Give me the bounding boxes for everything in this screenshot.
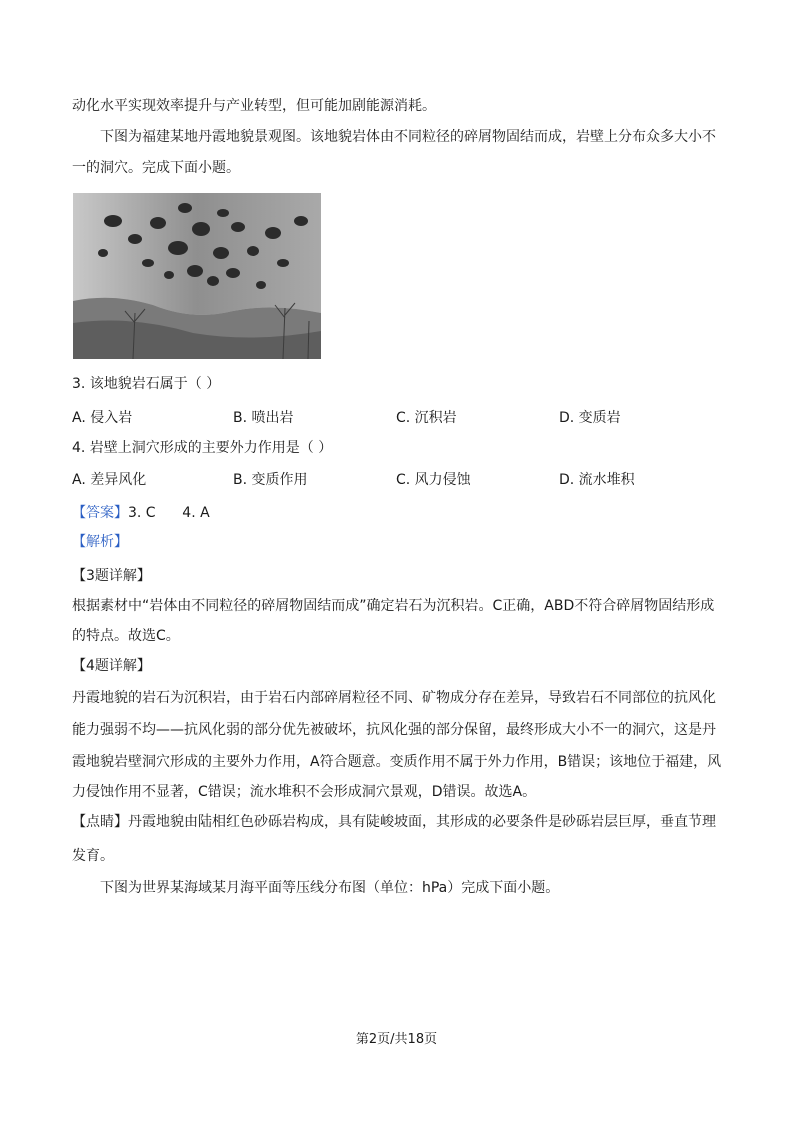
paragraph-line: 一的洞穴。完成下面小题。 <box>72 160 240 176</box>
answer-text: 3. C 4. A <box>128 505 210 521</box>
tip-line <box>72 812 716 832</box>
paragraph-line: 动化水平实现效率提升与产业转型，但可能加剧能源消耗。 <box>72 98 436 114</box>
detail-3-line: 的特点。故选C。 <box>72 628 180 644</box>
detail-4-line: 力侵蚀作用不显著，C错误；流水堆积不会形成洞穴景观，D错误。故选A。 <box>72 784 537 800</box>
detail-4-tag: 【4题详解】 <box>72 658 151 674</box>
detail-4-line: 丹霞地貌的岩石为沉积岩，由于岩石内部碎屑粒径不同、矿物成分存在差异，导致岩石不同部位的抗风化 <box>72 690 716 706</box>
danxia-landform-photo <box>73 193 321 359</box>
answer-tag: 【答案】 <box>72 505 128 521</box>
question-4: 4. 岩壁上洞穴形成的主要外力作用是（ ） <box>72 440 333 456</box>
detail-4-line: 能力强弱不均——抗风化弱的部分优先被破坏，抗风化强的部分保留，最终形成大小不一的洞穴，这是丹 <box>72 722 716 738</box>
tip-line: 发育。 <box>72 848 114 864</box>
q4-option-d: D. 流水堆积 <box>559 472 635 488</box>
detail-3-tag: 【3题详解】 <box>72 568 151 584</box>
q4-option-b: B. 变质作用 <box>233 472 308 488</box>
q3-option-b: B. 喷出岩 <box>233 410 294 426</box>
q3-option-a: A. 侵入岩 <box>72 410 133 426</box>
q4-option-c: C. 风力侵蚀 <box>396 472 471 488</box>
page-number: 第2页/共18页 <box>355 1032 438 1047</box>
detail-3-line: 根据素材中“岩体由不同粒径的碎屑物固结而成”确定岩石为沉积岩。C正确，ABD不符合碎屑物固结形成 <box>72 598 715 614</box>
tip-text: 丹霞地貌由陆相红色砂砾岩构成，具有陡峻坡面，其形成的必要条件是砂砾岩层巨厚，垂直节理 <box>128 814 716 830</box>
q3-option-c: C. 沉积岩 <box>396 410 457 426</box>
answer-line <box>72 503 210 523</box>
question-3: 3. 该地貌岩石属于（ ） <box>72 376 221 392</box>
analysis-tag: 【解析】 <box>72 534 128 550</box>
paragraph-line: 下图为世界某海域某月海平面等压线分布图（单位：hPa）完成下面小题。 <box>100 880 560 896</box>
q4-option-a: A. 差异风化 <box>72 472 147 488</box>
q3-option-d: D. 变质岩 <box>559 410 621 426</box>
detail-4-line: 霞地貌岩壁洞穴形成的主要外力作用，A符合题意。变质作用不属于外力作用，B错误；该地位于福建，风 <box>72 754 722 770</box>
tip-tag: 【点睛】 <box>72 814 128 830</box>
paragraph-line: 下图为福建某地丹霞地貌景观图。该地貌岩体由不同粒径的碎屑物固结而成，岩壁上分布众多大小不 <box>100 129 716 145</box>
